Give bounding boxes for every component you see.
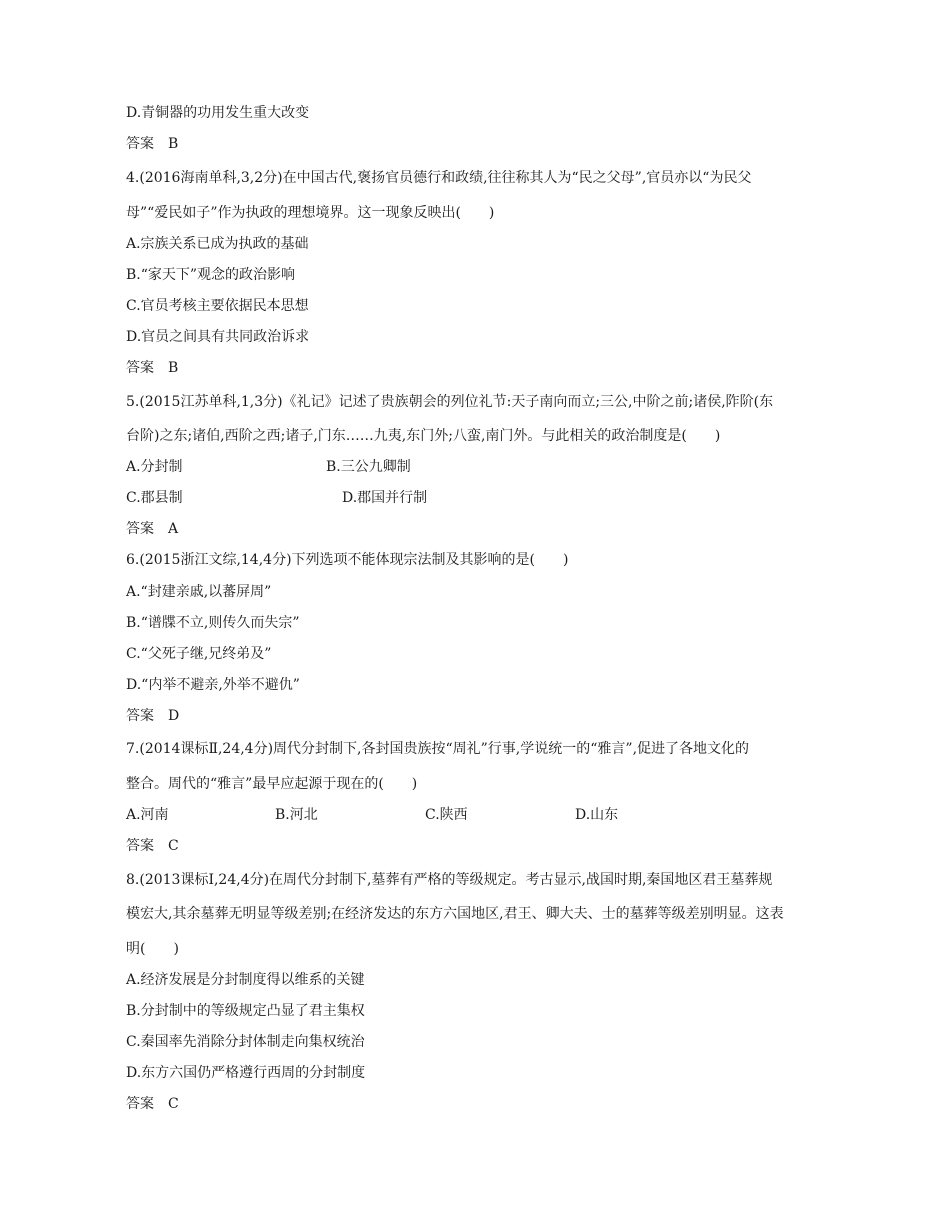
question-6-option-d: D.“内举不避亲,外举不避仇” <box>126 677 300 693</box>
question-5-option-d: D.郡国并行制 <box>342 490 428 506</box>
question-4-option-a: A.宗族关系已成为执政的基础 <box>126 236 309 252</box>
answer: 答案 B <box>126 136 179 152</box>
question-8-stem-cont-2: 明( ) <box>126 941 179 957</box>
question-4-answer: 答案 B <box>126 360 179 376</box>
question-4-option-c: C.官员考核主要依据民本思想 <box>126 298 309 314</box>
question-7-option-a: A.河南 <box>126 807 169 823</box>
question-7-answer: 答案 C <box>126 838 179 854</box>
question-7-option-b: B.河北 <box>275 807 318 823</box>
question-4-stem: 4.(2016海南单科,3,2分)在中国古代,褒扬官员德行和政绩,往往称其人为“民之父母”,官员亦以“为民父 <box>126 170 752 186</box>
question-8-answer: 答案 C <box>126 1096 179 1112</box>
question-5-option-b: B.三公九卿制 <box>326 459 411 475</box>
question-7-option-d: D.山东 <box>575 807 619 823</box>
question-8-option-c: C.秦国率先消除分封体制走向集权统治 <box>126 1034 365 1050</box>
question-5-option-c: C.郡县制 <box>126 490 183 506</box>
question-6-option-c: C.“父死子继,兄终弟及” <box>126 646 272 662</box>
question-4-option-b: B.“家天下”观念的政治影响 <box>126 267 296 283</box>
question-7-option-c: C.陕西 <box>425 807 468 823</box>
question-8-option-d: D.东方六国仍严格遵行西周的分封制度 <box>126 1065 366 1081</box>
question-6-option-b: B.“谱牒不立,则传久而失宗” <box>126 615 300 631</box>
question-5-answer: 答案 A <box>126 521 179 537</box>
question-6-answer: 答案 D <box>126 708 180 724</box>
question-7-stem-cont: 整合。周代的“雅言”最早应起源于现在的( ) <box>126 776 418 792</box>
question-6-option-a: A.“封建亲戚,以蕃屏周” <box>126 584 272 600</box>
question-5-stem: 5.(2015江苏单科,1,3分)《礼记》记述了贵族朝会的列位礼节:天子南向而立;三公,中阶之前;诸侯,阼阶(东 <box>126 394 774 410</box>
question-7-stem: 7.(2014课标Ⅱ,24,4分)周代分封制下,各封国贵族按“周礼”行事,学说统一的“雅言”,促进了各地文化的 <box>126 741 750 757</box>
question-8-option-a: A.经济发展是分封制度得以维系的关键 <box>126 972 365 988</box>
question-8-stem: 8.(2013课标Ⅰ,24,4分)在周代分封制下,墓葬有严格的等级规定。考古显示,战国时期,秦国地区君王墓葬规 <box>126 872 773 888</box>
option-d: D.青铜器的功用发生重大改变 <box>126 105 310 121</box>
question-5-option-a: A.分封制 <box>126 459 183 475</box>
question-5-stem-cont: 台阶)之东;诸伯,西阶之西;诸子,门东……九夷,东门外;八蛮,南门外。与此相关的政治制度是( ) <box>126 428 721 444</box>
question-8-option-b: B.分封制中的等级规定凸显了君主集权 <box>126 1003 365 1019</box>
question-6-stem: 6.(2015浙江文综,14,4分)下列选项不能体现宗法制及其影响的是( ) <box>126 552 569 568</box>
question-8-stem-cont: 模宏大,其余墓葬无明显等级差别;在经济发达的东方六国地区,君王、卿大夫、士的墓葬等级差别明显。这表 <box>126 906 784 922</box>
question-4-stem-cont: 母”“爱民如子”作为执政的理想境界。这一现象反映出( ) <box>126 205 495 221</box>
question-4-option-d: D.官员之间具有共同政治诉求 <box>126 329 310 345</box>
